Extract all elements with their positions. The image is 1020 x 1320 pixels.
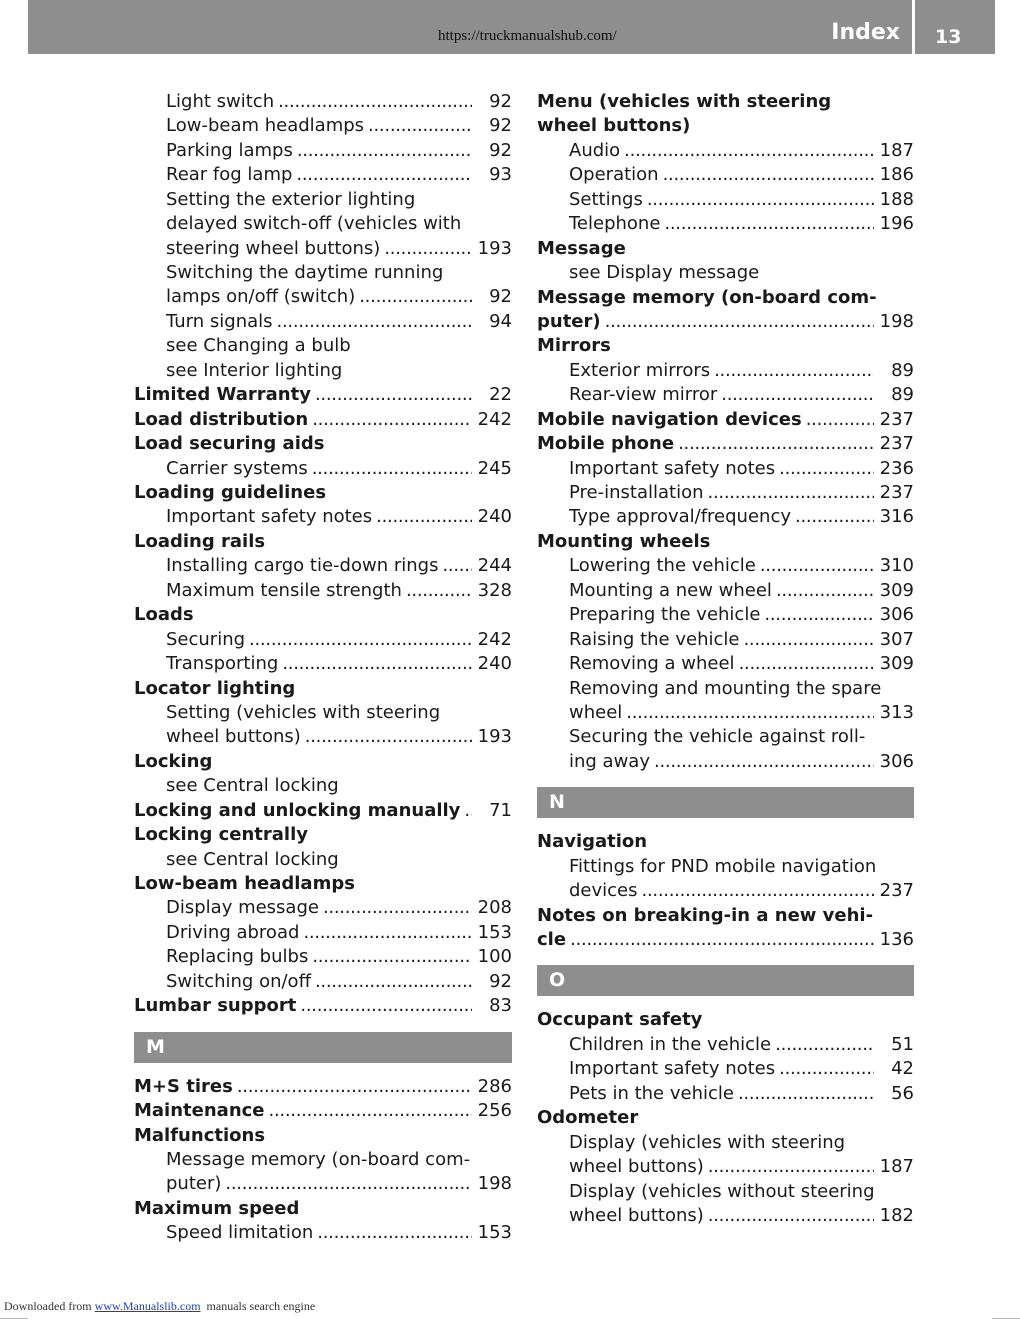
page-ref: 237: [879, 408, 914, 430]
entry-text: M+S tires: [134, 1075, 233, 1097]
index-entry: [537, 530, 914, 554]
entry-text: Removing a wheel: [569, 653, 735, 675]
page-ref: 92: [489, 90, 512, 112]
entry-text: Display (vehicles with steering: [569, 1131, 846, 1153]
leader-dots: [237, 1075, 472, 1099]
index-subentry[interactable]: [134, 921, 512, 945]
entry-text: Type approval/frequency: [569, 506, 791, 528]
leader-dots: [384, 237, 472, 261]
leader-dots: [312, 945, 472, 969]
page-ref: 187: [879, 1156, 914, 1178]
entry-text: Message memory (on-board com-: [166, 1148, 471, 1170]
entry-text: puter): [537, 310, 601, 332]
page-ref: 237: [879, 481, 914, 503]
page-footer: [4, 1299, 315, 1314]
page-ref: 182: [879, 1204, 914, 1226]
entry-text: Mobile navigation devices: [537, 408, 802, 430]
page-ref: 196: [879, 213, 914, 235]
entry-text: lamps on/off (switch): [166, 286, 356, 308]
index-subentry[interactable]: [537, 701, 914, 725]
index-subentry[interactable]: [134, 505, 512, 529]
index-subentry: [537, 1180, 914, 1204]
page-ref: 307: [879, 628, 914, 650]
index-entry: [134, 481, 512, 505]
index-subentry[interactable]: [537, 188, 914, 212]
leader-dots: [626, 701, 874, 725]
leader-dots: [708, 1155, 874, 1179]
entry-text: Replacing bulbs: [166, 946, 309, 968]
leader-dots: [300, 994, 472, 1018]
header-url[interactable]: https://truckmanualshub.com/: [438, 28, 617, 44]
index-entry: [537, 334, 914, 358]
footer-prefix: Downloaded from: [4, 1299, 92, 1313]
index-subentry[interactable]: [537, 1057, 914, 1081]
index-subentry[interactable]: [537, 652, 914, 676]
page-ref: 286: [477, 1075, 512, 1097]
crop-mark: [0, 1318, 28, 1319]
index-subentry: [134, 261, 512, 285]
index-entry: [134, 1197, 512, 1221]
index-subentry[interactable]: [134, 457, 512, 481]
leader-dots: [764, 603, 874, 627]
index-subentry[interactable]: [134, 286, 512, 310]
entry-text: Important safety notes: [569, 457, 776, 479]
entry-text: Limited Warranty: [134, 384, 311, 406]
entry-text: Switching on/off: [166, 970, 311, 992]
entry-text: Preparing the vehicle: [569, 604, 761, 626]
page-ref: 89: [891, 359, 914, 381]
page-ref: 71: [489, 799, 512, 821]
entry-text: Audio: [569, 139, 621, 161]
entry-text: Telephone: [569, 213, 661, 235]
index-subentry[interactable]: [134, 237, 512, 261]
entry-text: see Changing a bulb: [166, 335, 351, 357]
leader-dots: [278, 90, 472, 114]
entry-text: Transporting: [166, 653, 279, 675]
index-entry[interactable]: [134, 799, 512, 823]
page-ref: 187: [879, 139, 914, 161]
page-ref: 193: [477, 237, 512, 259]
entry-text: Locking and unlocking manually: [134, 799, 461, 821]
leader-dots: [305, 725, 472, 749]
entry-text: see Central locking: [166, 848, 339, 870]
index-subentry[interactable]: [537, 481, 914, 505]
entry-text: steering wheel buttons): [166, 237, 381, 259]
index-subentry[interactable]: [537, 554, 914, 578]
index-entry: [537, 286, 914, 310]
entry-text: Setting the exterior lighting: [166, 188, 416, 210]
entry-text: Rear fog lamp: [166, 164, 293, 186]
index-subentry: [134, 1148, 512, 1172]
entry-text: Loading rails: [134, 530, 266, 552]
leader-dots: [315, 970, 472, 994]
index-subentry[interactable]: [537, 1082, 914, 1106]
index-entry: [134, 432, 512, 456]
index-entry: [134, 872, 512, 896]
entry-text: see Central locking: [166, 775, 339, 797]
entry-text: Odometer: [537, 1107, 639, 1129]
index-entry: [134, 1124, 512, 1148]
index-subentry[interactable]: [537, 879, 914, 903]
index-entry: [537, 904, 914, 928]
index-subentry[interactable]: [537, 383, 914, 407]
entry-text: wheel buttons): [537, 115, 691, 137]
index-entry: [134, 823, 512, 847]
entry-text: Operation: [569, 164, 659, 186]
page-ref: 22: [489, 384, 512, 406]
entry-text: Switching the daytime running: [166, 262, 444, 284]
index-entry: [134, 530, 512, 554]
page-ref: 306: [879, 750, 914, 772]
index-subentry[interactable]: [134, 90, 512, 114]
index-subentry[interactable]: [537, 212, 914, 236]
page-ref: 51: [891, 1033, 914, 1055]
index-subentry[interactable]: [134, 163, 512, 187]
section-letter-header: N: [537, 787, 914, 818]
entry-text: puter): [166, 1173, 222, 1195]
page-header: [28, 0, 912, 54]
leader-dots: [315, 383, 472, 407]
entry-text: Display (vehicles without steering: [569, 1180, 875, 1202]
page-ref: 42: [891, 1058, 914, 1080]
crop-mark: [992, 1318, 1020, 1319]
page-ref: 92: [489, 970, 512, 992]
leader-dots: [605, 310, 874, 334]
leader-dots: [368, 114, 472, 138]
page-ref: 208: [477, 897, 512, 919]
entry-text: Lumbar support: [134, 995, 297, 1017]
page-ref: 153: [477, 921, 512, 943]
leader-dots: [282, 652, 472, 676]
entry-text: Exterior mirrors: [569, 359, 711, 381]
entry-text: Important safety notes: [166, 506, 373, 528]
page-ref: 136: [879, 928, 914, 950]
leader-dots: [806, 408, 874, 432]
leader-dots: [323, 896, 472, 920]
entry-text: Loads: [134, 604, 194, 626]
leader-dots: [312, 457, 472, 481]
entry-text: Securing: [166, 628, 246, 650]
page-ref: 153: [477, 1222, 512, 1244]
index-column-right: [537, 90, 914, 1228]
leader-dots: [442, 554, 472, 578]
page-ref: 240: [477, 653, 512, 675]
entry-text: Malfunctions: [134, 1124, 266, 1146]
index-entry[interactable]: [134, 383, 512, 407]
page-ref: 186: [879, 164, 914, 186]
index-entry: [537, 90, 914, 114]
index-subentry: [537, 855, 914, 879]
leader-dots: [760, 554, 874, 578]
page-ref: 240: [477, 506, 512, 528]
entry-text: Driving abroad: [166, 921, 300, 943]
index-entry[interactable]: [537, 408, 914, 432]
index-subentry[interactable]: [134, 652, 512, 676]
leader-dots: [297, 139, 472, 163]
leader-dots: [376, 505, 472, 529]
entry-text: Locking: [134, 750, 213, 772]
entry-text: Low-beam headlamps: [134, 873, 355, 894]
index-subentry: [134, 334, 512, 358]
page-ref: 100: [477, 946, 512, 968]
index-subentry: [134, 359, 512, 383]
leader-dots: [708, 1204, 874, 1228]
index-subentry: [134, 701, 512, 725]
index-entry: [537, 1106, 914, 1130]
entry-text: Securing the vehicle against roll-: [569, 726, 866, 748]
entry-text: Removing and mounting the spare: [569, 677, 882, 699]
entry-text: devices: [569, 880, 638, 902]
index-entry: [537, 237, 914, 261]
index-subentry[interactable]: [537, 163, 914, 187]
index-subentry[interactable]: [134, 1221, 512, 1245]
entry-text: Maintenance: [134, 1100, 265, 1122]
index-subentry[interactable]: [134, 114, 512, 138]
entry-text: Children in the vehicle: [569, 1033, 772, 1055]
index-entry[interactable]: [134, 1075, 512, 1099]
index-subentry[interactable]: [537, 1155, 914, 1179]
entry-text: Locator lighting: [134, 677, 296, 699]
entry-text: wheel buttons): [569, 1204, 704, 1226]
page-ref: 256: [477, 1100, 512, 1122]
page-ref: 193: [477, 726, 512, 748]
index-column-left: [134, 90, 512, 1246]
index-subentry: [537, 677, 914, 701]
page-ref: 244: [477, 555, 512, 577]
page-ref: 92: [489, 286, 512, 308]
leader-dots: [795, 505, 874, 529]
index-entry: [134, 603, 512, 627]
index-subentry: [134, 212, 512, 236]
index-entry[interactable]: [134, 994, 512, 1018]
leader-dots: [624, 139, 874, 163]
page-ref: 328: [477, 579, 512, 601]
index-entry[interactable]: [134, 1099, 512, 1123]
entry-text: cle: [537, 928, 567, 950]
index-subentry[interactable]: [134, 310, 512, 334]
entry-text: Mirrors: [537, 335, 611, 357]
leader-dots: [406, 579, 472, 603]
page-ref: 309: [879, 579, 914, 601]
page-ref: 236: [879, 457, 914, 479]
leader-dots: [779, 1057, 874, 1081]
index-entry: [537, 114, 914, 138]
index-entry[interactable]: [134, 408, 512, 432]
page-ref: 92: [489, 115, 512, 137]
entry-text: Light switch: [166, 90, 275, 112]
entry-text: Pets in the vehicle: [569, 1082, 734, 1104]
entry-text: wheel buttons): [569, 1156, 704, 1178]
leader-dots: [664, 212, 874, 236]
index-subentry[interactable]: [537, 750, 914, 774]
entry-text: Load securing aids: [134, 433, 325, 455]
index-entry[interactable]: [537, 928, 914, 952]
entry-text: Message: [537, 237, 626, 259]
entry-text: see Display message: [569, 262, 760, 284]
page-ref: 313: [879, 701, 914, 723]
leader-dots: [225, 1172, 472, 1196]
page-ref: 237: [879, 433, 914, 455]
section-letter-header: O: [537, 965, 914, 996]
entry-text: Mounting a new wheel: [569, 579, 772, 601]
index-subentry[interactable]: [134, 628, 512, 652]
leader-dots: [249, 628, 472, 652]
index-entry: [134, 750, 512, 774]
entry-text: Lowering the vehicle: [569, 555, 756, 577]
entry-text: ing away: [569, 750, 650, 772]
entry-text: Occupant safety: [537, 1009, 703, 1031]
index-subentry[interactable]: [134, 970, 512, 994]
entry-text: Maximum speed: [134, 1197, 300, 1219]
page-ref: 89: [891, 384, 914, 406]
leader-dots: [269, 1099, 472, 1123]
index-entry: [537, 1008, 914, 1032]
index-subentry[interactable]: [537, 628, 914, 652]
page-ref: 188: [879, 188, 914, 210]
leader-dots: [654, 750, 874, 774]
index-subentry: [537, 725, 914, 749]
index-subentry[interactable]: [537, 579, 914, 603]
leader-dots: [317, 1221, 472, 1245]
page-ref: 242: [477, 408, 512, 430]
entry-text: Pre-installation: [569, 481, 704, 503]
leader-dots: [779, 457, 874, 481]
entry-text: Locking centrally: [134, 824, 309, 846]
entry-text: Turn signals: [166, 310, 273, 332]
page-number: 13: [935, 26, 962, 48]
entry-text: Menu (vehicles with steering: [537, 91, 832, 112]
index-subentry[interactable]: [134, 554, 512, 578]
leader-dots: [678, 432, 874, 456]
section-title: Index: [831, 20, 900, 45]
leader-dots: [708, 481, 875, 505]
footer-link[interactable]: www.Manualslib.com: [94, 1299, 201, 1313]
page-ref: 198: [477, 1173, 512, 1195]
leader-dots: [743, 628, 874, 652]
index-entry[interactable]: [537, 432, 914, 456]
index-subentry[interactable]: [134, 945, 512, 969]
index-subentry[interactable]: [134, 896, 512, 920]
index-subentry[interactable]: [134, 139, 512, 163]
leader-dots: [464, 799, 472, 823]
index-subentry: [537, 1131, 914, 1155]
entry-text: Navigation: [537, 831, 648, 853]
entry-text: Mobile phone: [537, 433, 675, 455]
entry-text: Speed limitation: [166, 1222, 314, 1244]
entry-text: Loading guidelines: [134, 482, 327, 503]
entry-text: Carrier systems: [166, 457, 308, 479]
page-ref: 92: [489, 139, 512, 161]
leader-dots: [738, 1082, 874, 1106]
index-subentry: [134, 188, 512, 212]
page-ref: 83: [489, 995, 512, 1017]
entry-text: Display message: [166, 897, 319, 919]
index-subentry: [134, 848, 512, 872]
page-ref: 310: [879, 555, 914, 577]
leader-dots: [721, 383, 874, 407]
index-subentry[interactable]: [537, 505, 914, 529]
page-ref: 93: [489, 164, 512, 186]
leader-dots: [312, 408, 472, 432]
leader-dots: [739, 652, 874, 676]
index-subentry[interactable]: [537, 359, 914, 383]
page-ref: 245: [477, 457, 512, 479]
entry-text: Raising the vehicle: [569, 628, 740, 650]
entry-text: Mounting wheels: [537, 530, 711, 552]
leader-dots: [277, 310, 472, 334]
leader-dots: [642, 879, 874, 903]
entry-text: wheel: [569, 701, 623, 723]
page-ref: 237: [879, 880, 914, 902]
entry-text: Parking lamps: [166, 139, 293, 161]
index-subentry: [134, 774, 512, 798]
page-number-box: [915, 0, 995, 54]
entry-text: Settings: [569, 188, 643, 210]
index-subentry[interactable]: [537, 1033, 914, 1057]
index-subentry[interactable]: [134, 1172, 512, 1196]
page-ref: 198: [879, 310, 914, 332]
page-ref: 316: [879, 506, 914, 528]
footer-suffix: manuals search engine: [206, 1299, 316, 1313]
entry-text: Message memory (on-board com-: [537, 286, 877, 308]
entry-text: Installing cargo tie-down rings: [166, 555, 439, 577]
entry-text: Low-beam headlamps: [166, 115, 365, 137]
section-letter-header: M: [134, 1032, 512, 1063]
entry-text: delayed switch-off (vehicles with: [166, 213, 462, 235]
leader-dots: [776, 579, 874, 603]
entry-text: Maximum tensile strength: [166, 579, 402, 601]
leader-dots: [775, 1033, 874, 1057]
index-subentry[interactable]: [537, 457, 914, 481]
index-subentry[interactable]: [134, 725, 512, 749]
page-ref: 242: [477, 628, 512, 650]
index-subentry[interactable]: [537, 139, 914, 163]
leader-dots: [570, 928, 874, 952]
entry-text: Notes on breaking-in a new vehi-: [537, 904, 874, 926]
leader-dots: [714, 359, 874, 383]
entry-text: Rear-view mirror: [569, 384, 718, 406]
entry-text: Load distribution: [134, 408, 309, 430]
index-entry[interactable]: [537, 310, 914, 334]
leader-dots: [647, 188, 874, 212]
index-subentry[interactable]: [134, 579, 512, 603]
leader-dots: [359, 286, 472, 310]
index-subentry: [537, 261, 914, 285]
index-entry: [537, 830, 914, 854]
leader-dots: [296, 163, 472, 187]
index-subentry[interactable]: [537, 603, 914, 627]
leader-dots: [663, 163, 874, 187]
page-ref: 306: [879, 604, 914, 626]
entry-text: Fittings for PND mobile navigation: [569, 855, 877, 877]
index-entry: [134, 677, 512, 701]
entry-text: wheel buttons): [166, 726, 301, 748]
leader-dots: [303, 921, 472, 945]
page-ref: 94: [489, 310, 512, 332]
index-subentry[interactable]: [537, 1204, 914, 1228]
entry-text: Setting (vehicles with steering: [166, 701, 441, 723]
page-ref: 309: [879, 653, 914, 675]
entry-text: see Interior lighting: [166, 359, 343, 381]
entry-text: Important safety notes: [569, 1058, 776, 1080]
page-ref: 56: [891, 1082, 914, 1104]
